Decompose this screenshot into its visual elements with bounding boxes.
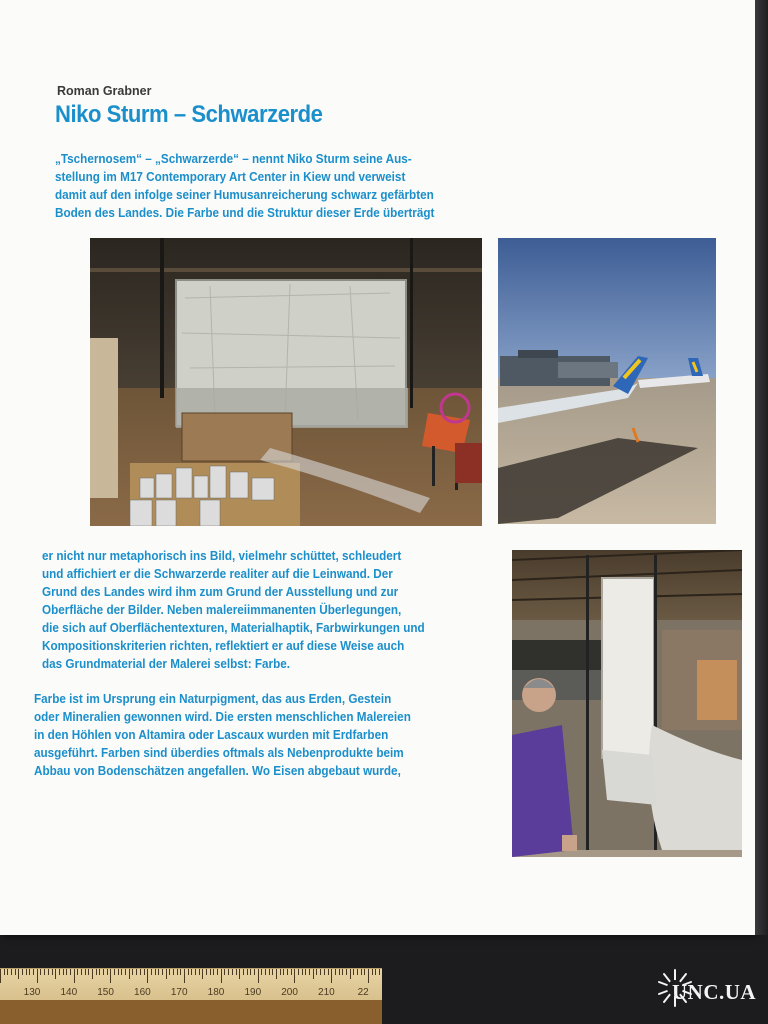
ruler-tick	[144, 969, 145, 975]
ruler-tick	[313, 969, 314, 979]
ruler-tick	[66, 969, 67, 975]
author-name: Roman Grabner	[57, 84, 152, 98]
ruler-tick	[33, 969, 34, 975]
ruler-tick	[236, 969, 237, 975]
text-line: in den Höhlen von Altamira oder Lascaux wurden mit Erdfarben	[34, 728, 389, 742]
ruler-tick	[55, 969, 56, 979]
ruler-tick	[103, 969, 104, 975]
ruler-tick	[26, 969, 27, 975]
ruler-tick	[177, 969, 178, 975]
ruler-number: 180	[207, 987, 225, 998]
ruler-tick	[272, 969, 273, 975]
text-line: Abbau von Bodenschätzen angefallen. Wo Eisen abgebaut wurde,	[34, 764, 401, 778]
ruler-tick	[202, 969, 203, 979]
ruler	[0, 968, 382, 1003]
ruler-tick	[11, 969, 12, 975]
ruler-tick	[48, 969, 49, 975]
ruler-tick	[18, 969, 19, 979]
text-line: er nicht nur metaphorisch ins Bild, vielmehr schüttet, schleudert	[42, 549, 402, 563]
ruler-tick	[228, 969, 229, 975]
ruler-tick	[37, 969, 38, 983]
airport-plane-photo	[498, 238, 716, 524]
ruler-tick	[191, 969, 192, 975]
ruler-tick	[247, 969, 248, 975]
ruler-tick	[206, 969, 207, 975]
ruler-number: 22	[357, 987, 369, 998]
ruler-tick	[339, 969, 340, 975]
ruler-tick	[361, 969, 362, 975]
text-line: oder Mineralien gewonnen wird. Die ersten menschlichen Malereien	[34, 710, 411, 724]
text-line: damit auf den infolge seiner Humusanreicherung schwarz gefärbten	[55, 188, 434, 202]
ruler-tick	[169, 969, 170, 975]
ruler-tick	[7, 969, 8, 975]
ruler-number: 170	[170, 987, 188, 998]
text-line: das Grundmaterial der Malerei selbst: Farbe.	[42, 657, 291, 671]
ruler-tick	[99, 969, 100, 975]
ruler-tick	[291, 969, 292, 975]
ruler-number: 160	[134, 987, 151, 998]
ruler-tick	[22, 969, 23, 975]
ruler-tick	[305, 969, 306, 975]
ruler-tick	[239, 969, 240, 979]
watermark-text: UNC.UA	[672, 980, 757, 1004]
text-line: stellung im M17 Contemporary Art Center in Kiew und verweist	[55, 170, 406, 184]
ruler-tick	[162, 969, 163, 975]
ruler-number: 130	[23, 987, 41, 998]
text-line: Grund des Landes wird ihm zum Grund der Ausstellung und zur	[42, 585, 399, 599]
ruler-tick	[92, 969, 93, 979]
ruler-tick	[136, 969, 137, 975]
ruler-tick	[88, 969, 89, 975]
ruler-tick	[350, 969, 351, 979]
ruler-tick	[173, 969, 174, 975]
ruler-tick	[250, 969, 251, 975]
ruler-tick	[184, 969, 185, 983]
ruler-tick	[40, 969, 41, 975]
ruler-tick	[342, 969, 343, 975]
intro-paragraph	[55, 150, 434, 222]
ruler-tick	[221, 969, 222, 983]
ruler-tick	[0, 969, 1, 983]
body-paragraph-2	[34, 690, 411, 780]
ruler-tick	[309, 969, 310, 975]
studio-canvas-photo	[90, 238, 482, 526]
ruler-tick	[269, 969, 270, 975]
ruler-number: 140	[60, 987, 78, 998]
studio-artist-photo	[512, 550, 742, 857]
text-line: ausgeführt. Farben sind überdies oftmals als Nebenprodukte beim	[34, 746, 404, 760]
ruler-number: 190	[244, 987, 262, 998]
ruler-tick	[265, 969, 266, 975]
ruler-tick	[52, 969, 53, 975]
ruler-tick	[210, 969, 211, 975]
ruler-tick	[44, 969, 45, 975]
text-line: Oberfläche der Bilder. Neben malereiimmanenten Überlegungen,	[42, 603, 402, 617]
ruler-tick	[118, 969, 119, 975]
ruler-tick	[129, 969, 130, 979]
ruler-tick	[372, 969, 373, 975]
ruler-tick	[353, 969, 354, 975]
ruler-tick	[166, 969, 167, 979]
text-line: Kompositionskriterien richten, reflektiert er auf diese Weise auch	[42, 639, 405, 653]
ruler-tick	[364, 969, 365, 975]
ruler-tick	[114, 969, 115, 975]
ruler-tick	[155, 969, 156, 975]
ruler-tick	[328, 969, 329, 975]
ruler-edge	[0, 1000, 382, 1024]
article-title: Niko Sturm – Schwarzerde	[55, 101, 323, 128]
ruler-tick	[298, 969, 299, 975]
text-line: Farbe ist im Ursprung ein Naturpigment, das aus Erden, Gestein	[34, 692, 392, 706]
ruler-tick	[276, 969, 277, 979]
ruler-tick	[232, 969, 233, 975]
body-paragraph-1	[42, 547, 425, 673]
ruler-tick	[85, 969, 86, 975]
ruler-tick	[195, 969, 196, 975]
ruler-tick	[261, 969, 262, 975]
ruler-tick	[335, 969, 336, 975]
ruler-tick	[96, 969, 97, 975]
ruler-tick	[180, 969, 181, 975]
ruler-tick	[107, 969, 108, 975]
ruler-tick	[316, 969, 317, 975]
ruler-tick	[254, 969, 255, 975]
ruler-tick	[320, 969, 321, 975]
ruler-tick	[217, 969, 218, 975]
ruler-tick	[125, 969, 126, 975]
ruler-tick	[63, 969, 64, 975]
ruler-tick	[368, 969, 369, 983]
ruler-tick	[243, 969, 244, 975]
ruler-tick	[324, 969, 325, 975]
ruler-tick	[59, 969, 60, 975]
ruler-tick	[283, 969, 284, 975]
ruler-tick	[258, 969, 259, 983]
ruler-tick	[147, 969, 148, 983]
ruler-tick	[15, 969, 16, 975]
ruler-tick	[188, 969, 189, 975]
ruler-tick	[294, 969, 295, 983]
ruler-tick	[213, 969, 214, 975]
ruler-number: 150	[97, 987, 114, 998]
ruler-tick	[151, 969, 152, 975]
ruler-tick	[110, 969, 111, 983]
ruler-tick	[77, 969, 78, 975]
ruler-tick	[199, 969, 200, 975]
ruler-tick	[280, 969, 281, 975]
ruler-tick	[29, 969, 30, 975]
text-line: die sich auf Oberflächentexturen, Materialhaptik, Farbwirkungen und	[42, 621, 425, 635]
ruler-tick	[4, 969, 5, 975]
ruler-tick	[357, 969, 358, 975]
ruler-tick	[224, 969, 225, 975]
ruler-tick	[379, 969, 380, 975]
text-line: „Tschernosem“ – „Schwarzerde“ – nennt Niko Sturm seine Aus-	[55, 152, 412, 166]
ruler-tick	[287, 969, 288, 975]
text-line: und affichiert er die Schwarzerde realiter auf die Leinwand. Der	[42, 567, 393, 581]
ruler-tick	[132, 969, 133, 975]
ruler-tick	[302, 969, 303, 975]
ruler-tick	[121, 969, 122, 975]
ruler-tick	[81, 969, 82, 975]
ruler-tick	[74, 969, 75, 983]
ruler-tick	[331, 969, 332, 983]
text-line: Boden des Landes. Die Farbe und die Struktur dieser Erde überträgt	[55, 206, 435, 220]
ruler-tick	[346, 969, 347, 975]
ruler-tick	[158, 969, 159, 975]
ruler-tick	[375, 969, 376, 975]
ruler-tick	[140, 969, 141, 975]
ruler-number: 210	[318, 987, 335, 998]
ruler-number: 200	[281, 987, 298, 998]
ruler-tick	[70, 969, 71, 975]
